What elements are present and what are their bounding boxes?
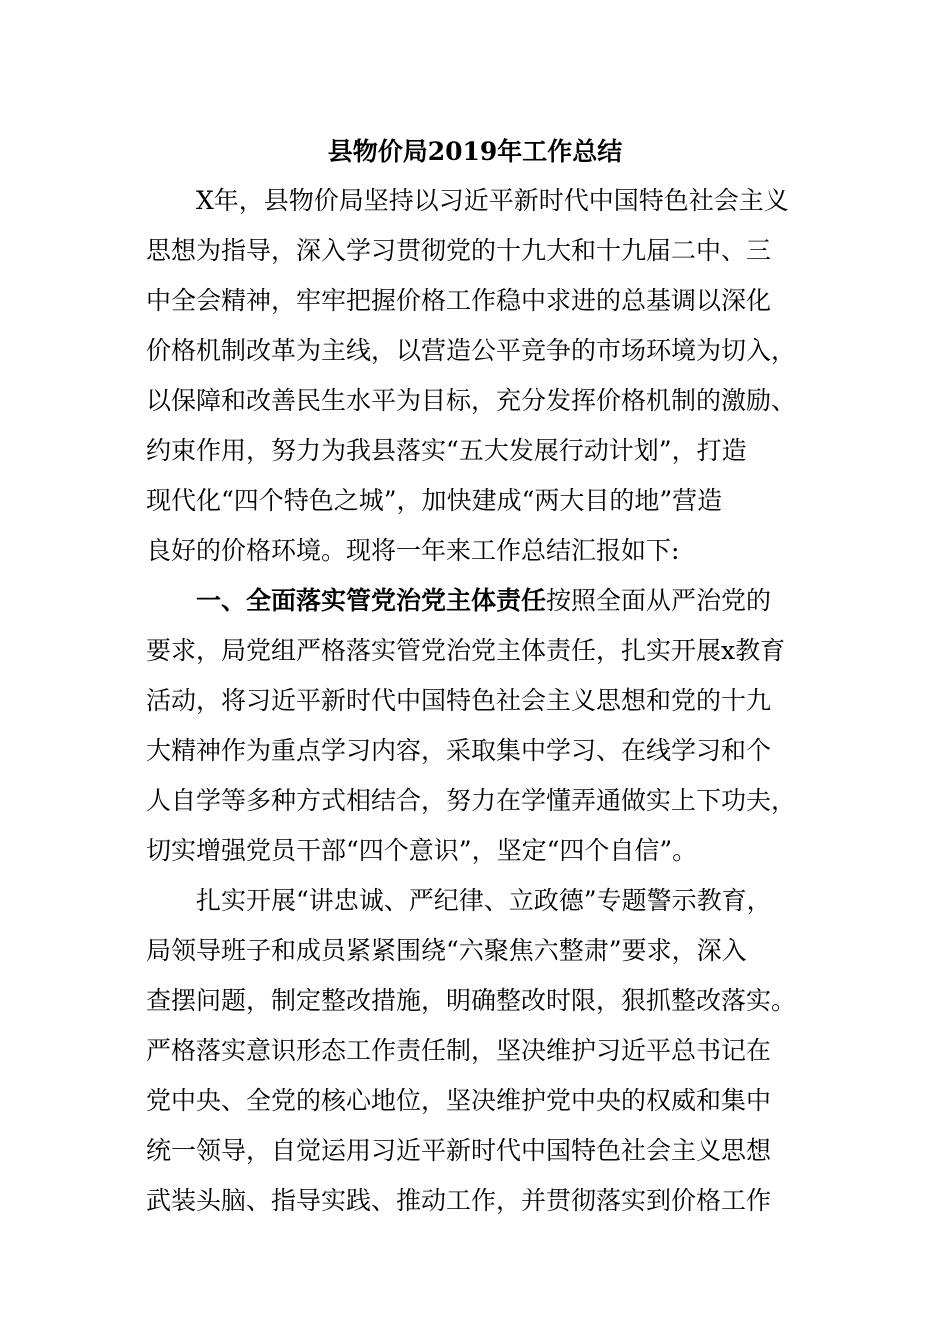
paragraph-line: 良好的价格环境。现将一年来工作总结汇报如下: — [146, 536, 680, 565]
paragraph-line: 查摆问题，制定整改措施，明确整改时限，狠抓整改落实。 — [146, 986, 797, 1015]
paragraph-line: 党中央、全党的核心地位，坚决维护党中央的权威和集中 — [146, 1086, 772, 1115]
paragraph-line: 大精神作为重点学习内容，采取集中学习、在线学习和个 — [146, 736, 772, 765]
paragraph-line: X年，县物价局坚持以习近平新时代中国特色社会主义 — [196, 186, 789, 215]
paragraph-line: 切实增强党员干部“四个意识”，坚定“四个自信”。 — [146, 836, 698, 865]
section-first-line — [196, 577, 771, 625]
paragraph-line: 人自学等多种方式相结合，努力在学懂弄通做实上下功夫， — [146, 786, 797, 815]
document-title: 县物价局2019年工作总结 — [327, 137, 623, 166]
section-line-rest: 按照全面从严治党的 — [546, 586, 772, 615]
paragraph-line: 严格落实意识形态工作责任制，坚决维护习近平总书记在 — [146, 1036, 772, 1065]
paragraph-line: 局领导班子和成员紧紧围绕“六聚焦六整肃”要求，深入 — [146, 936, 747, 965]
paragraph-line: 中全会精神，牢牢把握价格工作稳中求进的总基调以深化 — [146, 286, 772, 315]
paragraph-line: 活动，将习近平新时代中国特色社会主义思想和党的十九 — [146, 686, 772, 715]
section-heading: 一、全面落实管党治党主体责任 — [196, 586, 547, 615]
paragraph-line: 以保障和改善民生水平为目标，充分发挥价格机制的激励、 — [146, 386, 797, 415]
paragraph-line: 武装头脑、指导实践、推动工作，并贯彻落实到价格工作 — [146, 1186, 772, 1215]
paragraph-line: 现代化“四个特色之城”，加快建成“两大目的地”营造 — [146, 486, 723, 515]
paragraph-line: 要求，局党组严格落实管党治党主体责任，扎实开展x教育 — [146, 636, 786, 665]
paragraph-line: 统一领导，自觉运用习近平新时代中国特色社会主义思想 — [146, 1136, 772, 1165]
paragraph-line: 约束作用，努力为我县落实“五大发展行动计划”，打造 — [146, 436, 747, 465]
paragraph-line: 扎实开展“讲忠诚、严纪律、立政德”专题警示教育， — [196, 886, 772, 915]
paragraph-line: 思想为指导，深入学习贯彻党的十九大和十九届二中、三 — [146, 236, 772, 265]
paragraph-line: 价格机制改革为主线，以营造公平竞争的市场环境为切入， — [146, 336, 797, 365]
